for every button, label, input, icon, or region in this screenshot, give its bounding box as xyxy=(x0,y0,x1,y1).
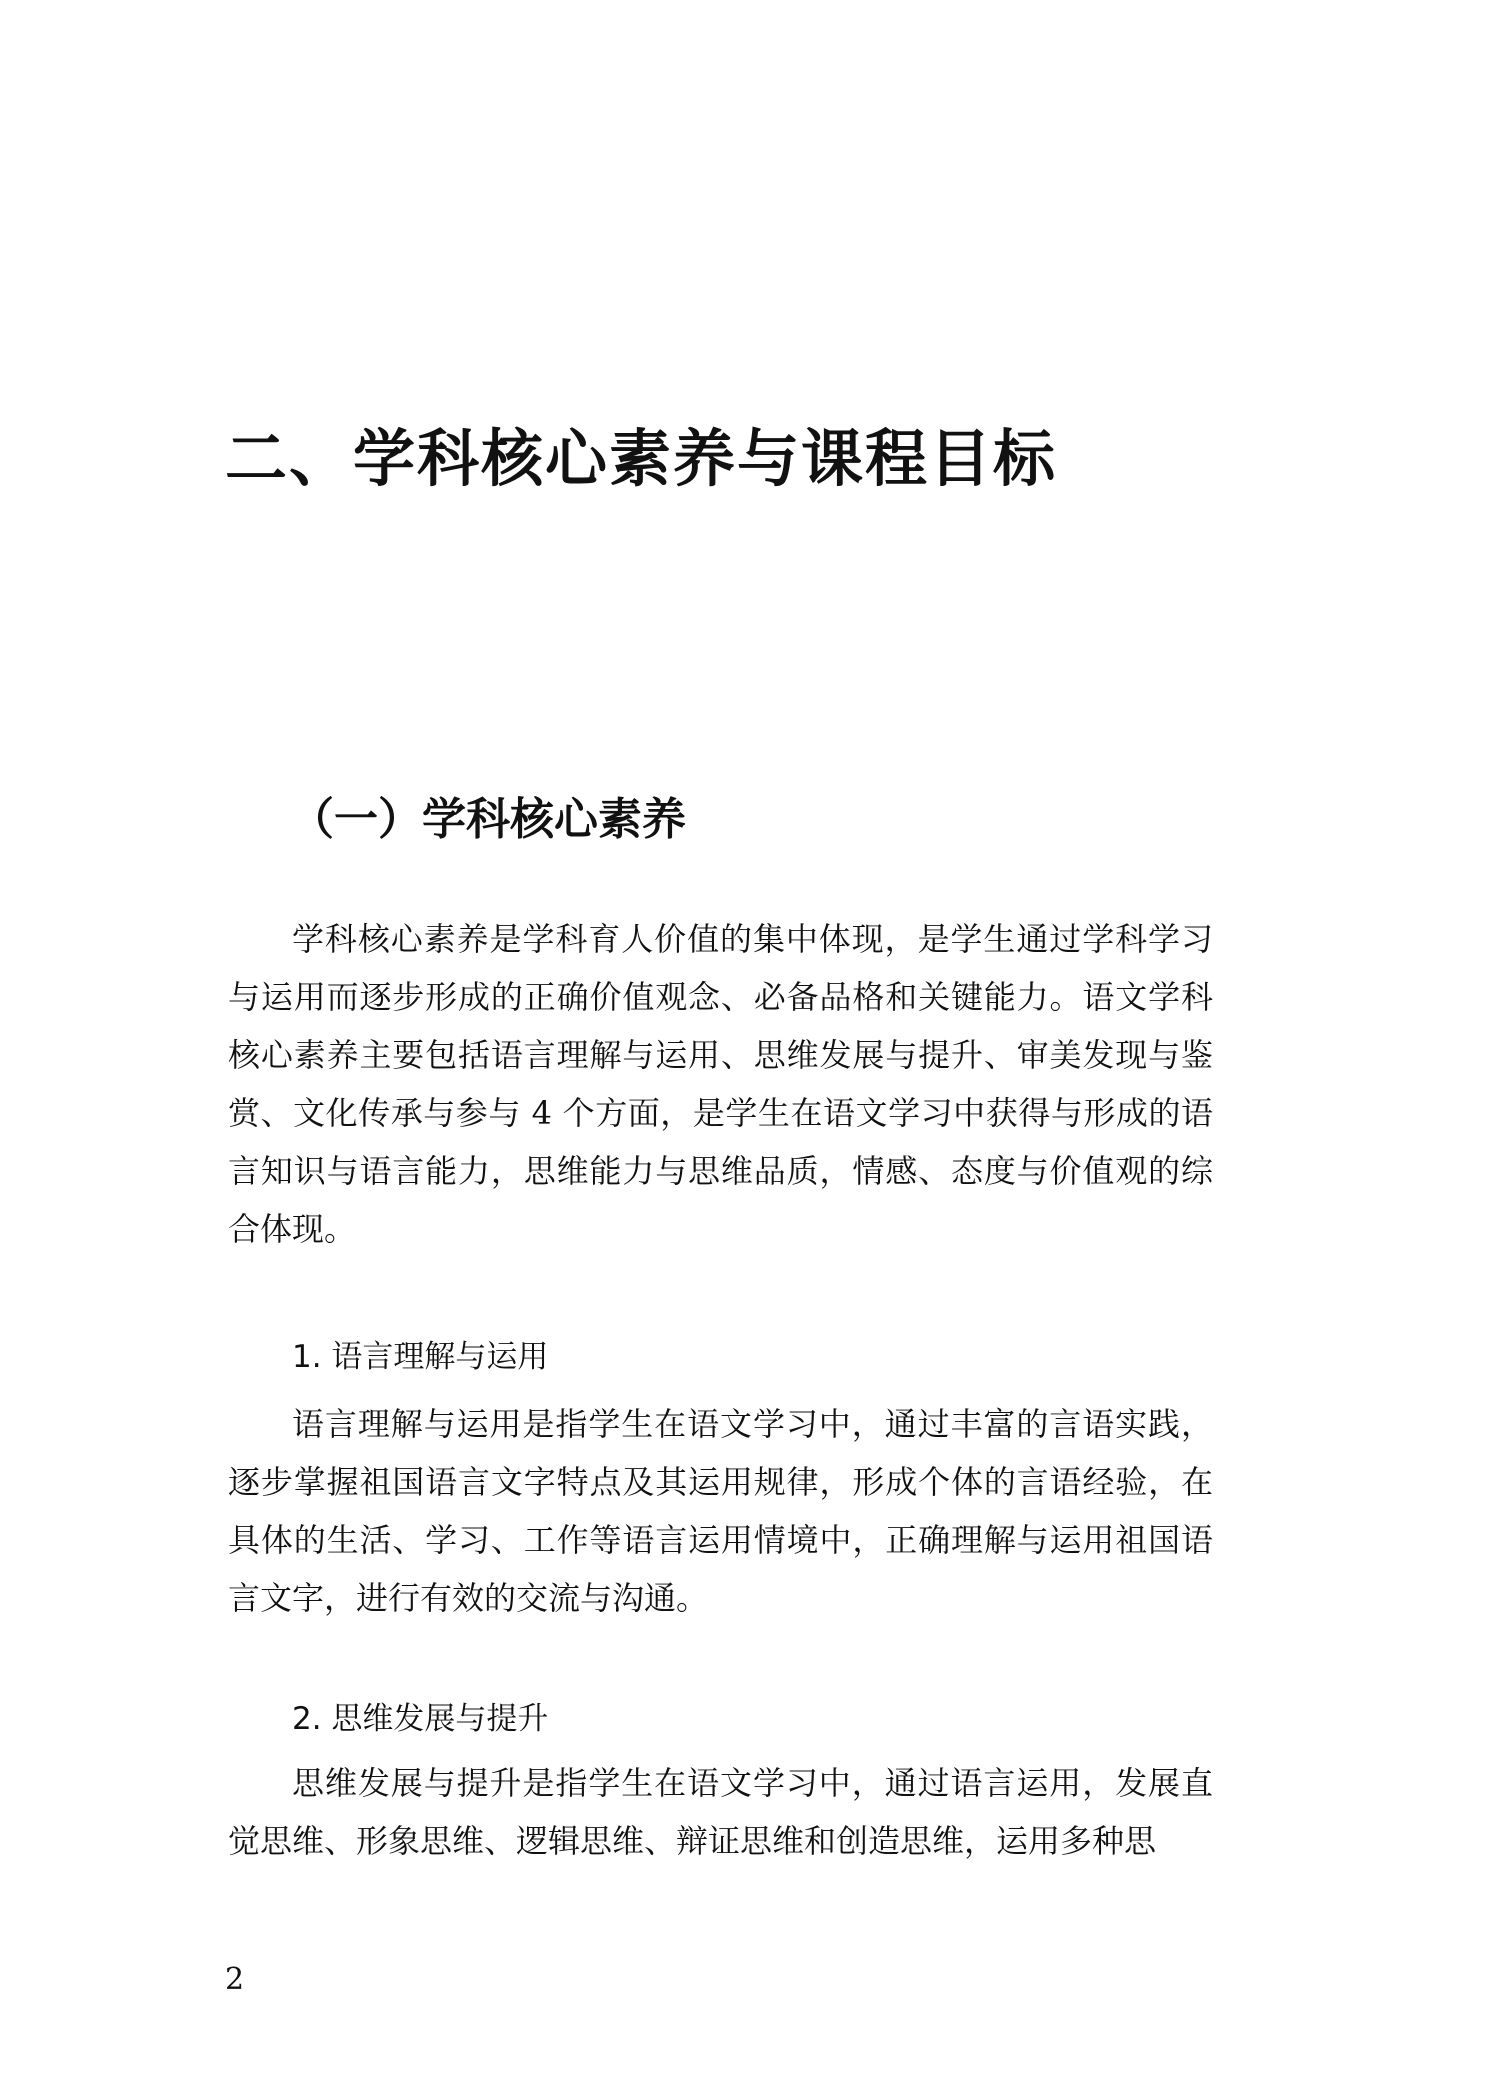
subsection-heading-thinking: 2. 思维发展与提升 xyxy=(292,1701,549,1737)
section-title: （一）学科核心素养 xyxy=(290,794,686,845)
subsection-body-thinking: 思维发展与提升是指学生在语文学习中，通过语言运用，发展直觉思维、形象思维、逻辑思维、辩证思维和创造思维，运用多种思 xyxy=(228,1764,1213,1860)
subsection-body-language: 语言理解与运用是指学生在语文学习中，通过丰富的言语实践，逐步掌握祖国语言文字特点及其运用规律，形成个体的言语经验，在具体的生活、学习、工作等语言运用情境中，正确理解与运用祖国语言文字，进行有效的交流与沟通。 xyxy=(228,1405,1213,1617)
page-number: 2 xyxy=(225,1962,245,1997)
subsection-heading-language: 1. 语言理解与运用 xyxy=(292,1339,549,1375)
section-intro-paragraph: 学科核心素养是学科育人价值的集中体现，是学生通过学科学习与运用而逐步形成的正确价值观念、必备品格和关键能力。语文学科核心素养主要包括语言理解与运用、思维发展与提升、审美发现与鉴赏、文化传承与参与 4 个方面，是学生在语文学习中获得与形成的语言知识与语言能力，思维能力与思维品质，情感、态度与价值观的综合体现。 xyxy=(228,920,1213,1248)
chapter-title: 二、学科核心素养与课程目标 xyxy=(225,422,1058,495)
